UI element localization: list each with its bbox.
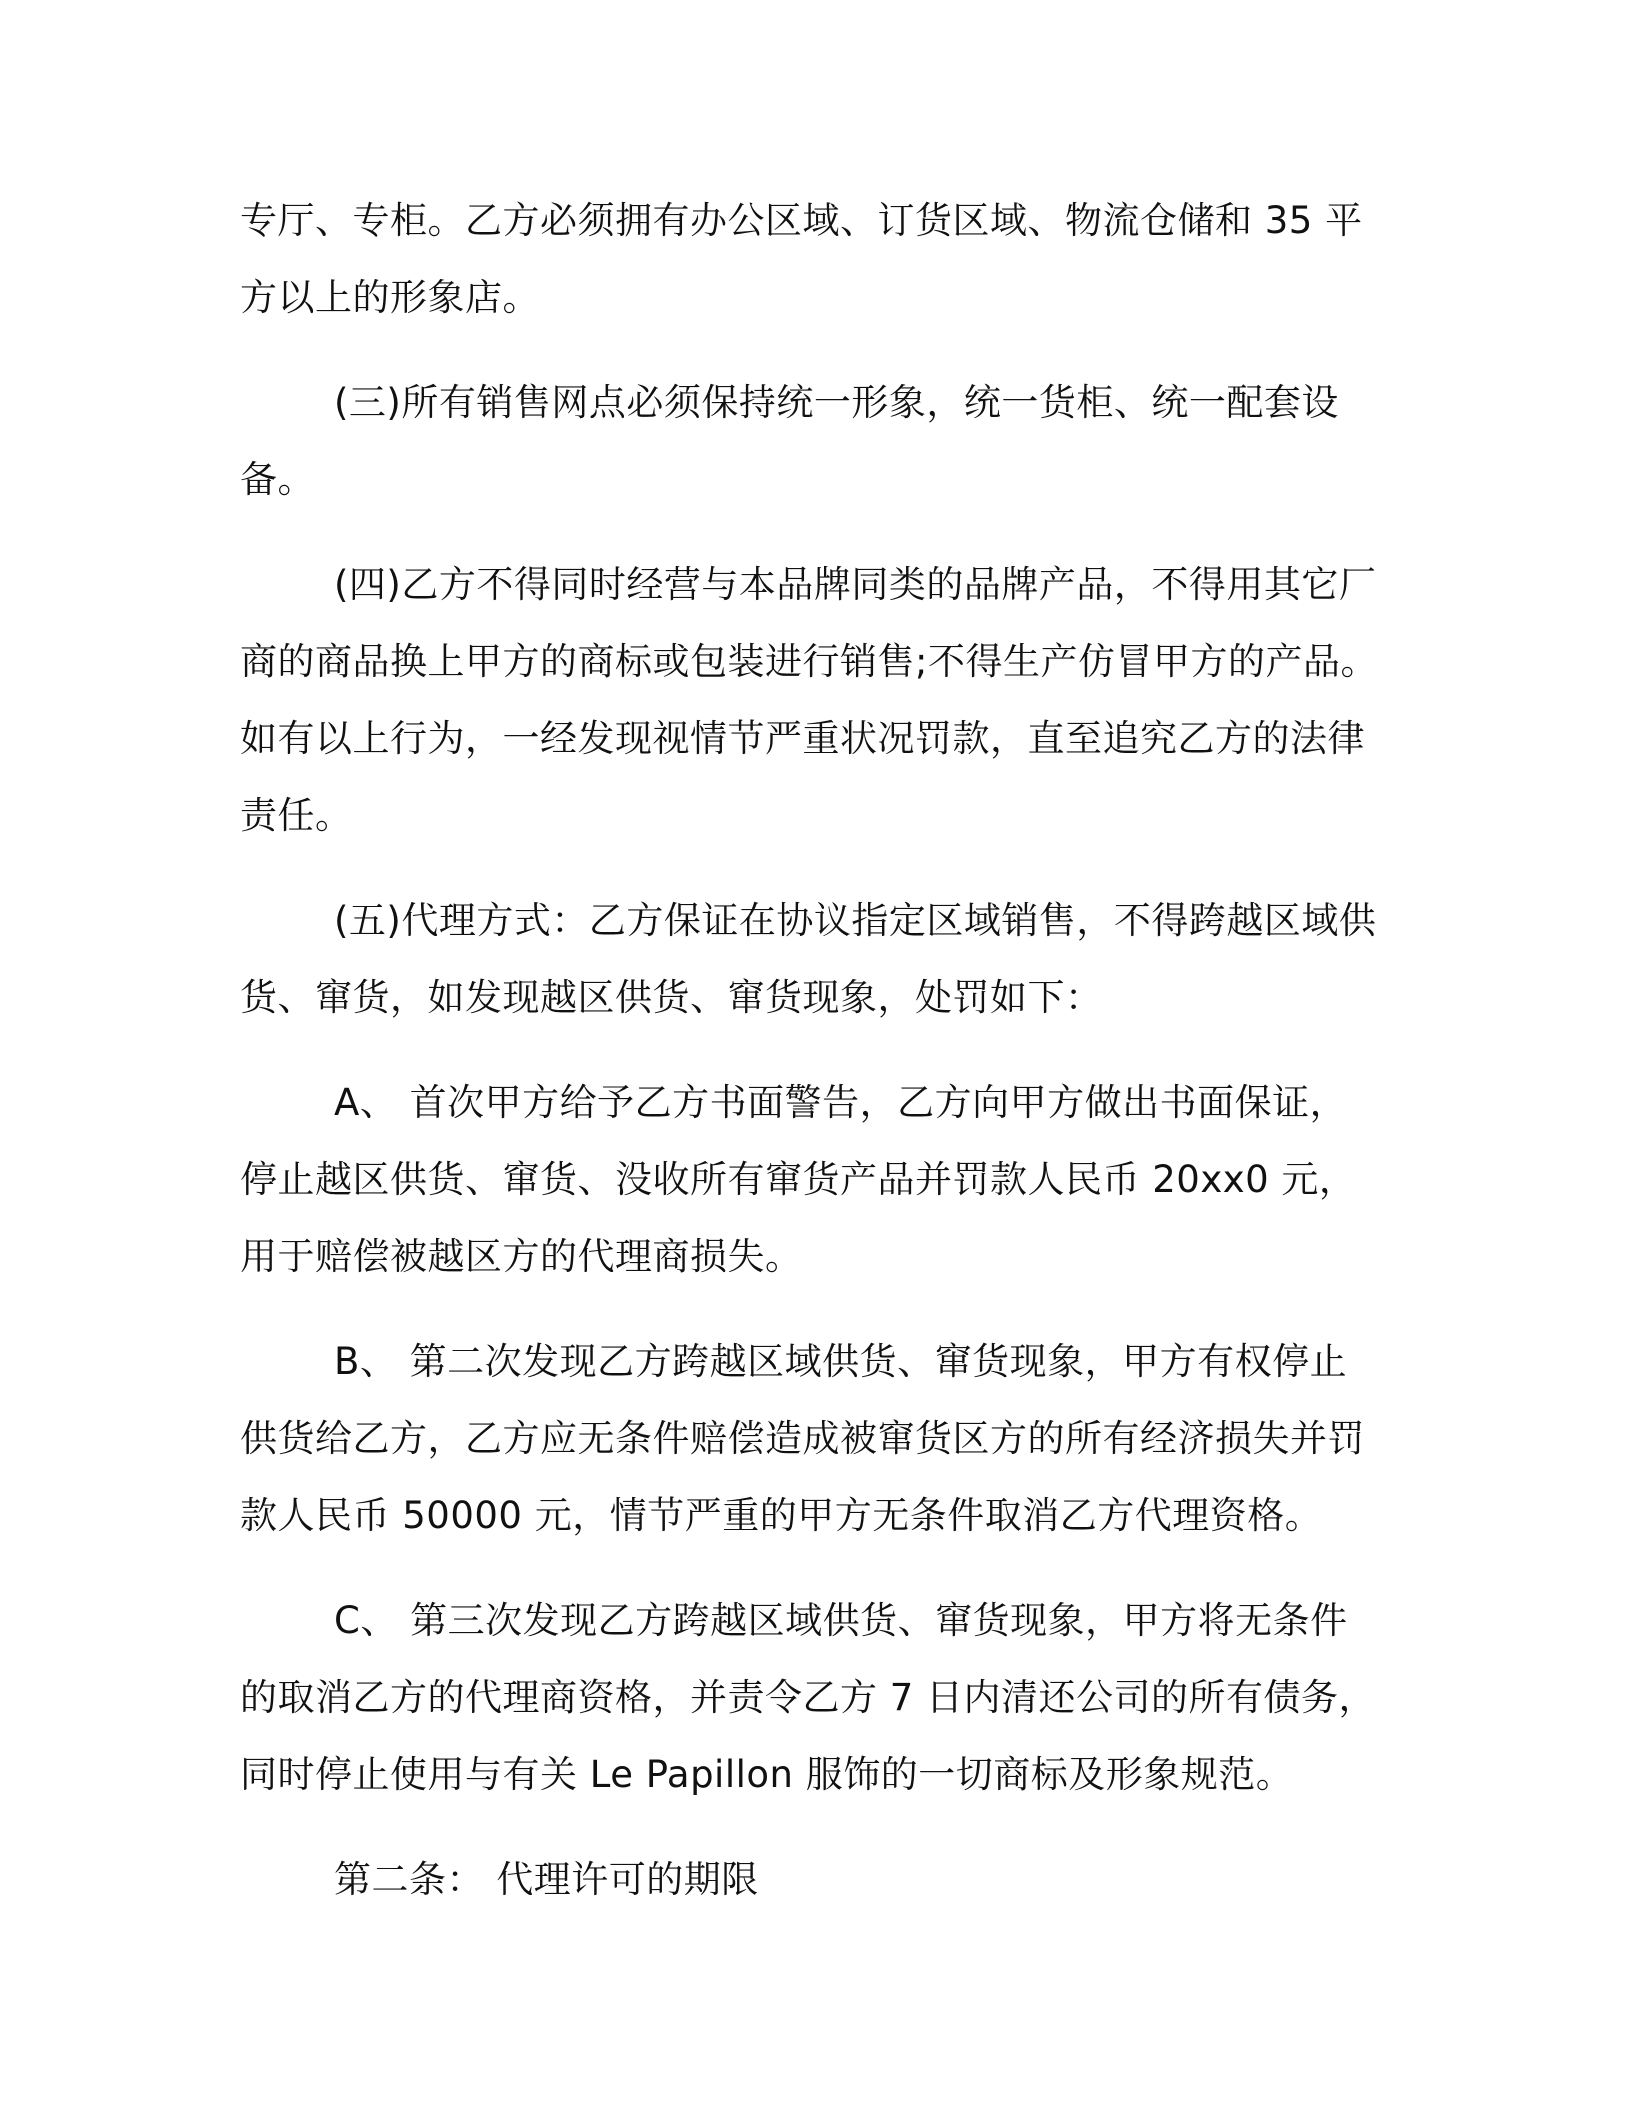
paragraph-clause-4: (四)乙方不得同时经营与本品牌同类的品牌产品，不得用其它厂商的商品换上甲方的商标或包装进行销售;不得生产仿冒甲方的产品。如有以上行为，一经发现视情节严重状况罚款，直至追究乙方的法律责任。 — [240, 563, 1378, 837]
paragraph-continuation: 专厅、专柜。乙方必须拥有办公区域、订货区域、物流仓储和 35 平方以上的形象店。 — [240, 199, 1363, 319]
paragraph-clause-5: (五)代理方式：乙方保证在协议指定区域销售，不得跨越区域供货、窜货，如发现越区供货、窜货现象，处罚如下： — [240, 899, 1377, 1019]
paragraph-penalty-b: B、 第二次发现乙方跨越区域供货、窜货现象，甲方有权停止供货给乙方，乙方应无条件赔偿造成被窜货区方的所有经济损失并罚款人民币 50000 元，情节严重的甲方无条件取消乙方代理资格。 — [240, 1340, 1365, 1537]
section-heading-article-2: 第二条： 代理许可的期限 — [334, 1858, 759, 1901]
paragraph-clause-3: (三)所有销售网点必须保持统一形象，统一货柜、统一配套设备。 — [240, 381, 1339, 501]
paragraph-penalty-c: C、 第三次发现乙方跨越区域供货、窜货现象，甲方将无条件的取消乙方的代理商资格，并责令乙方 7 日内清还公司的所有债务，同时停止使用与有关 Le Papillon 服饰的一切商标及形象规范。 — [240, 1599, 1377, 1796]
document-body — [240, 182, 1380, 1946]
paragraph-penalty-a: A、 首次甲方给予乙方书面警告，乙方向甲方做出书面保证，停止越区供货、窜货、没收所有窜货产品并罚款人民币 20xx0 元，用于赔偿被越区方的代理商损失。 — [240, 1081, 1357, 1278]
